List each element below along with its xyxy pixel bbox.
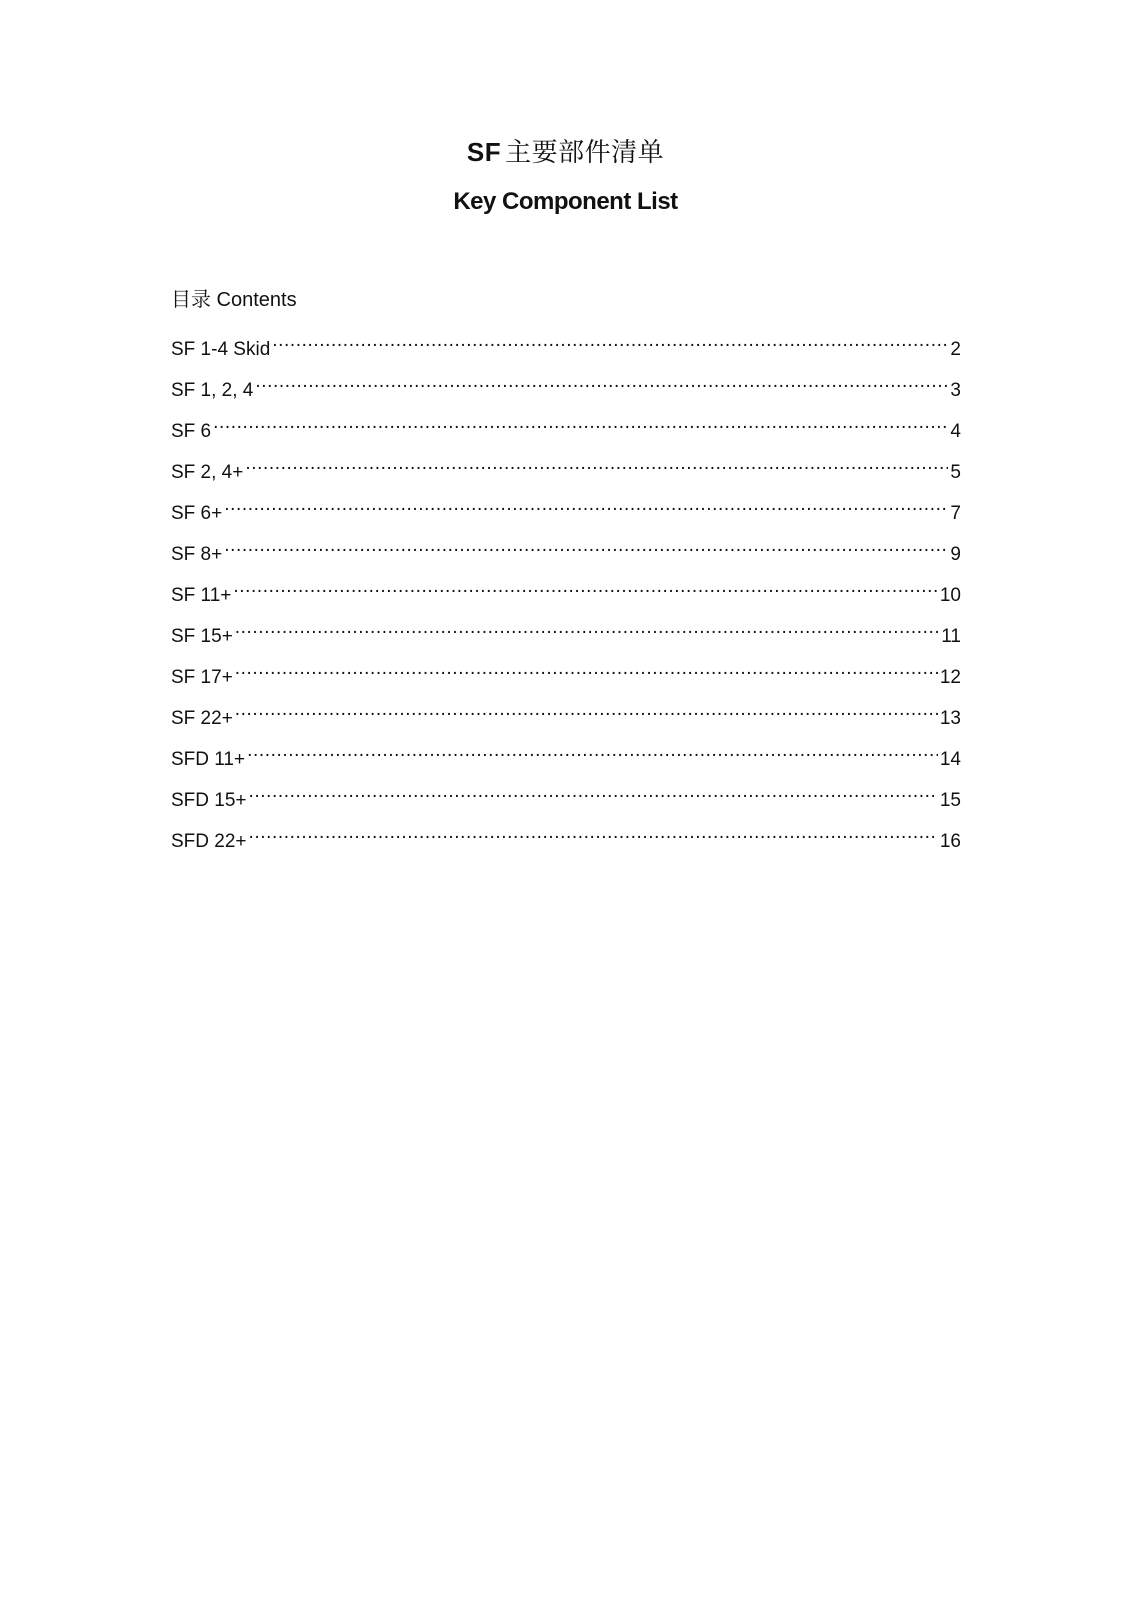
toc-entry-label: SF 1-4 Skid — [171, 339, 271, 360]
toc-entry-page: 16 — [939, 831, 961, 852]
toc-entry[interactable] — [171, 696, 961, 737]
toc-entry[interactable] — [171, 737, 961, 778]
toc-entry-page: 3 — [950, 380, 961, 401]
toc-entry-label: SFD 15+ — [171, 790, 247, 811]
title-cn-text: 主要部件清单 — [505, 137, 665, 167]
toc-entry-page: 5 — [950, 462, 961, 483]
toc-entry[interactable] — [171, 778, 961, 819]
toc-entry-page: 12 — [939, 667, 961, 688]
toc-entry[interactable] — [171, 573, 961, 614]
toc-entry-page: 2 — [950, 339, 961, 360]
toc-entry-label: SF 15+ — [171, 626, 233, 647]
toc-entry-page: 15 — [939, 790, 961, 811]
toc-dot-leader — [255, 368, 948, 396]
toc-heading: 目录 Contents — [171, 289, 297, 311]
toc-entry[interactable] — [171, 409, 961, 450]
toc-entry-label: SF 1, 2, 4 — [171, 380, 254, 401]
toc-dot-leader — [235, 614, 939, 642]
toc-entry[interactable] — [171, 450, 961, 491]
toc-entry-label: SFD 22+ — [171, 831, 247, 852]
toc-entry-page: 4 — [950, 421, 961, 442]
toc-entry-page: 10 — [939, 585, 961, 606]
toc-entry[interactable] — [171, 819, 961, 860]
toc-entry-label: SF 17+ — [171, 667, 233, 688]
toc-dot-leader — [245, 450, 948, 478]
toc-entry-page: 7 — [950, 503, 961, 524]
toc-dot-leader — [224, 532, 948, 560]
toc-entry-label: SF 2, 4+ — [171, 462, 244, 483]
toc-entry-label: SF 6 — [171, 421, 212, 442]
document-title-cn — [0, 132, 1131, 172]
toc-dot-leader — [272, 327, 948, 355]
toc-entry-page: 14 — [939, 749, 961, 770]
toc-dot-leader — [233, 573, 937, 601]
toc-dot-leader — [235, 655, 938, 683]
toc-entry-label: SF 22+ — [171, 708, 233, 729]
title-prefix: SF — [466, 137, 502, 167]
toc-dot-leader — [247, 737, 938, 765]
toc-entry[interactable] — [171, 655, 961, 696]
toc-dot-leader — [213, 409, 948, 437]
toc-dot-leader — [235, 696, 938, 724]
toc-entry-label: SF 11+ — [171, 585, 232, 606]
toc-entry-label: SF 8+ — [171, 544, 223, 565]
toc-entry-page: 9 — [950, 544, 961, 565]
toc-entry-page: 13 — [939, 708, 961, 729]
toc-entry[interactable] — [171, 614, 961, 655]
toc-entry[interactable] — [171, 491, 961, 532]
toc-entry-label: SF 6+ — [171, 503, 223, 524]
table-of-contents — [171, 286, 961, 860]
toc-dot-leader — [224, 491, 948, 519]
toc-entry-page: 11 — [941, 626, 961, 647]
toc-dot-leader — [249, 778, 938, 806]
toc-entry[interactable] — [171, 327, 961, 368]
toc-list — [171, 327, 961, 860]
title-block — [0, 132, 1131, 218]
toc-entry[interactable] — [171, 532, 961, 573]
toc-dot-leader — [249, 819, 938, 847]
toc-entry-label: SFD 11+ — [171, 749, 246, 770]
toc-entry[interactable] — [171, 368, 961, 409]
document-title-en: Key Component List — [453, 188, 678, 215]
